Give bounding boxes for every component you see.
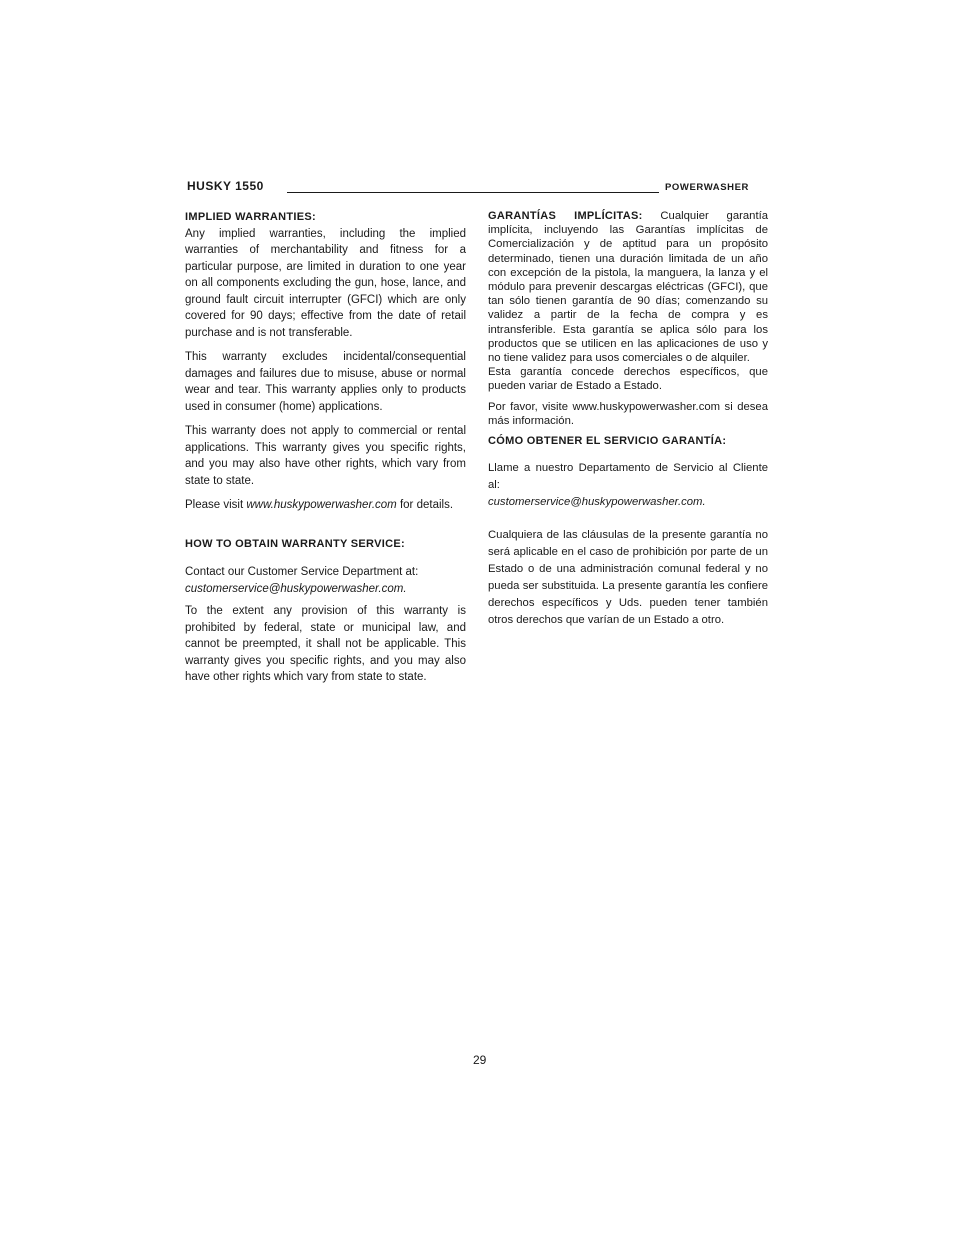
contact-es-email: customerservice@huskypowerwasher.com. <box>488 496 706 509</box>
commercial-text: This warranty does not apply to commercial or rental applications. This warranty gives you specific rights, and you may also have other rights, which vary from state to state. <box>185 425 466 487</box>
spanish-column <box>488 209 768 629</box>
contact-email: customerservice@huskypowerwasher.com. <box>185 582 407 595</box>
warranty-service-heading: HOW TO OBTAIN WARRANTY SERVICE: <box>185 537 405 550</box>
extent-es-text: Cualquiera de las cláusulas de la presente garantía no será aplicable en el caso de prohibición por parte de un Estado o de una administración comunal federal y no pueda ser substituida. La presente garantía les confiere derechos específicos y Uds. pueden tener también otros derechos que varían de un Estado a otro. <box>488 529 768 627</box>
implied-warranties-es-text: Cualquier garantía implícita, incluyendo las Garantías implícitas de Comercialización y de aptitud para un propósito determinado, tienen una duración limitada de un año con excepción de la pistola, la manguera, la lanza y el módulo para prevenir descargas eléctricas (GFCI), que tan sólo tienen garantía de 90 días; comenzando su validez a partir de la fecha de compra y es intransferible. Esta garantía se aplica sólo para los productos que se utilicen en las aplicaciones de uso y no tiene validez para usos comerciales o de alquiler. <box>488 210 769 365</box>
extent-text: To the extent any provision of this warranty is prohibited by federal, state or municipal law, and cannot be preempted, it shall not be applicable. This warranty gives you specific rights, and you may also have other rights which vary from state to state. <box>185 605 466 683</box>
visit-url: www.huskypowerwasher.com <box>246 499 397 511</box>
header-product: POWERWASHER <box>665 182 750 193</box>
visit-es-text: Por favor, visite www.huskypowerwasher.com si desea más información. <box>488 400 768 427</box>
excludes-text: This warranty excludes incidental/consequential damages and failures due to misuse, abuse or normal wear and tear. This warranty applies only to products used in consumer (home) applications. <box>185 351 466 413</box>
visit-suffix: for details. <box>396 499 454 511</box>
header-model: HUSKY 1550 <box>187 179 264 193</box>
implied-warranties-es-paragraph <box>488 209 768 365</box>
contact-es-text: Llame a nuestro Departamento de Servicio al Cliente al: <box>488 462 768 492</box>
rights-es-text: Esta garantía concede derechos específicos, que pueden variar de Estado a Estado. <box>488 366 768 393</box>
visit-paragraph <box>185 497 466 514</box>
header-rule <box>287 192 659 193</box>
visit-prefix: Please visit <box>185 499 247 511</box>
english-column <box>185 209 466 686</box>
implied-warranties-es-heading: GARANTÍAS IMPLÍCITAS: <box>488 210 643 222</box>
implied-warranties-text: Any implied warranties, including the implied warranties of merchantability and fitness for a particular purpose, are limited in duration to one year on all components excluding the gun, hose, lance, and ground fault circuit interrupter (GFCI) which are only covered for 90 days; effective from the date of retail purchase and is not transferable. <box>185 227 466 339</box>
implied-warranties-heading: IMPLIED WARRANTIES: <box>185 211 316 223</box>
contact-text: Contact our Customer Service Department at: <box>185 566 419 578</box>
page-number: 29 <box>473 1053 487 1067</box>
warranty-service-es-heading: CÓMO OBTENER EL SERVICIO GARANTÍA: <box>488 435 727 448</box>
